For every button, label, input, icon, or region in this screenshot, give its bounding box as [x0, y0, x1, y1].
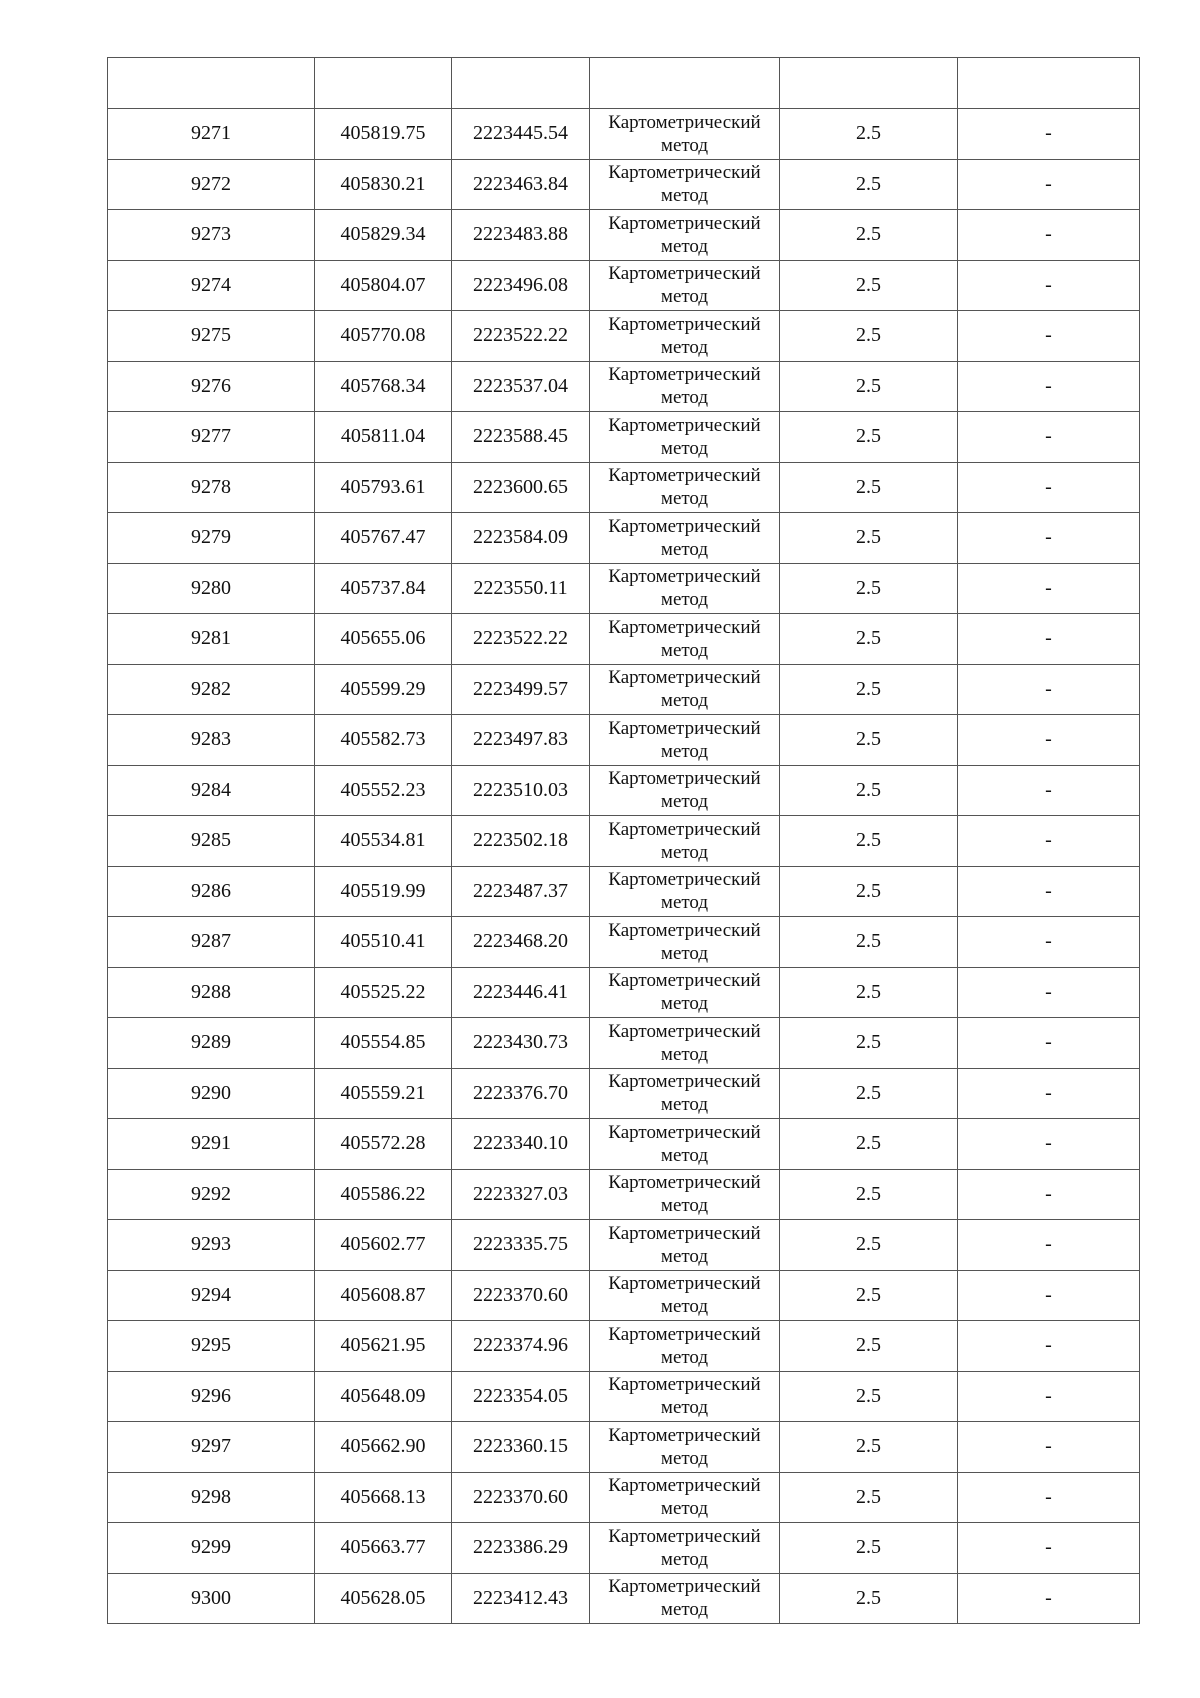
y-coordinate-cell: 2223510.03	[452, 765, 590, 816]
accuracy-cell: 2.5	[780, 1472, 958, 1523]
table-row	[108, 1371, 1140, 1422]
table-row	[108, 159, 1140, 210]
y-coordinate-cell: 2223376.70	[452, 1068, 590, 1119]
point-number-cell: 9277	[108, 412, 315, 463]
method-cell	[590, 1270, 780, 1321]
point-number-cell: 9278	[108, 462, 315, 513]
accuracy-cell: 2.5	[780, 614, 958, 665]
point-number-cell: 9288	[108, 967, 315, 1018]
accuracy-cell: 2.5	[780, 462, 958, 513]
description-cell: -	[958, 1068, 1140, 1119]
method-line-1: Картометрический	[608, 1222, 761, 1244]
method-line-2: метод	[660, 387, 709, 409]
method-cell	[590, 715, 780, 766]
x-coordinate-cell: 405804.07	[315, 260, 452, 311]
description-cell: -	[958, 210, 1140, 261]
point-number-cell: 9276	[108, 361, 315, 412]
accuracy-cell: 2.5	[780, 816, 958, 867]
table-row	[108, 1472, 1140, 1523]
method-cell	[590, 614, 780, 665]
accuracy-cell: 2.5	[780, 159, 958, 210]
method-cell	[590, 1220, 780, 1271]
table-row	[108, 109, 1140, 160]
x-coordinate-cell: 405663.77	[315, 1523, 452, 1574]
method-cell	[590, 1422, 780, 1473]
point-number-cell: 9300	[108, 1573, 315, 1624]
table-row	[108, 210, 1140, 261]
table-row	[108, 614, 1140, 665]
accuracy-cell: 2.5	[780, 866, 958, 917]
point-number-cell: 9274	[108, 260, 315, 311]
description-cell: -	[958, 159, 1140, 210]
table-row	[108, 412, 1140, 463]
description-cell: -	[958, 1422, 1140, 1473]
method-line-1: Картометрический	[608, 313, 761, 335]
table-row	[108, 1573, 1140, 1624]
description-cell: -	[958, 260, 1140, 311]
method-cell	[590, 1472, 780, 1523]
description-cell: -	[958, 412, 1140, 463]
description-cell: -	[958, 563, 1140, 614]
accuracy-cell: 2.5	[780, 210, 958, 261]
point-number-cell: 9284	[108, 765, 315, 816]
method-line-1: Картометрический	[608, 1424, 761, 1446]
table-row	[108, 917, 1140, 968]
point-number-cell: 9275	[108, 311, 315, 362]
method-cell	[590, 866, 780, 917]
method-line-2: метод	[660, 134, 709, 156]
method-line-2: метод	[660, 185, 709, 207]
x-coordinate-cell: 405668.13	[315, 1472, 452, 1523]
y-coordinate-cell: 2223370.60	[452, 1270, 590, 1321]
table-row	[108, 1119, 1140, 1170]
point-number-cell: 9290	[108, 1068, 315, 1119]
method-line-2: метод	[660, 1296, 709, 1318]
point-number-cell: 9291	[108, 1119, 315, 1170]
point-number-cell: 9292	[108, 1169, 315, 1220]
method-cell	[590, 412, 780, 463]
table-row	[108, 715, 1140, 766]
x-coordinate-cell: 405572.28	[315, 1119, 452, 1170]
method-line-2: метод	[660, 235, 709, 257]
y-coordinate-cell: 2223483.88	[452, 210, 590, 261]
description-cell: -	[958, 311, 1140, 362]
method-line-2: метод	[660, 286, 709, 308]
method-line-2: метод	[660, 1447, 709, 1469]
description-cell: -	[958, 361, 1140, 412]
accuracy-cell: 2.5	[780, 1068, 958, 1119]
method-line-2: метод	[660, 993, 709, 1015]
accuracy-cell: 2.5	[780, 664, 958, 715]
y-coordinate-cell: 2223430.73	[452, 1018, 590, 1069]
method-line-2: метод	[660, 841, 709, 863]
point-number-cell: 9281	[108, 614, 315, 665]
y-coordinate-cell: 2223468.20	[452, 917, 590, 968]
header-cell-description	[958, 58, 1140, 109]
table-row	[108, 311, 1140, 362]
x-coordinate-cell: 405525.22	[315, 967, 452, 1018]
x-coordinate-cell: 405608.87	[315, 1270, 452, 1321]
method-line-2: метод	[660, 690, 709, 712]
accuracy-cell: 2.5	[780, 1270, 958, 1321]
accuracy-cell: 2.5	[780, 917, 958, 968]
x-coordinate-cell: 405737.84	[315, 563, 452, 614]
method-line-2: метод	[660, 1043, 709, 1065]
method-line-1: Картометрический	[608, 1576, 761, 1598]
description-cell: -	[958, 967, 1140, 1018]
method-cell	[590, 1119, 780, 1170]
method-line-2: метод	[660, 1548, 709, 1570]
method-line-2: метод	[660, 1195, 709, 1217]
header-cell-point	[108, 58, 315, 109]
point-number-cell: 9287	[108, 917, 315, 968]
method-cell	[590, 1523, 780, 1574]
point-number-cell: 9271	[108, 109, 315, 160]
accuracy-cell: 2.5	[780, 1523, 958, 1574]
y-coordinate-cell: 2223335.75	[452, 1220, 590, 1271]
y-coordinate-cell: 2223522.22	[452, 311, 590, 362]
method-line-1: Картометрический	[608, 1475, 761, 1497]
method-cell	[590, 1321, 780, 1372]
method-cell	[590, 1371, 780, 1422]
y-coordinate-cell: 2223445.54	[452, 109, 590, 160]
x-coordinate-cell: 405621.95	[315, 1321, 452, 1372]
point-number-cell: 9293	[108, 1220, 315, 1271]
y-coordinate-cell: 2223584.09	[452, 513, 590, 564]
x-coordinate-cell: 405767.47	[315, 513, 452, 564]
method-line-2: метод	[660, 892, 709, 914]
table-row	[108, 1270, 1140, 1321]
header-cell-method	[590, 58, 780, 109]
x-coordinate-cell: 405552.23	[315, 765, 452, 816]
y-coordinate-cell: 2223497.83	[452, 715, 590, 766]
table-row	[108, 563, 1140, 614]
y-coordinate-cell: 2223537.04	[452, 361, 590, 412]
method-line-1: Картометрический	[608, 717, 761, 739]
table-body	[108, 58, 1140, 1624]
y-coordinate-cell: 2223463.84	[452, 159, 590, 210]
y-coordinate-cell: 2223502.18	[452, 816, 590, 867]
point-number-cell: 9282	[108, 664, 315, 715]
method-line-1: Картометрический	[608, 364, 761, 386]
accuracy-cell: 2.5	[780, 1119, 958, 1170]
point-number-cell: 9299	[108, 1523, 315, 1574]
accuracy-cell: 2.5	[780, 1169, 958, 1220]
accuracy-cell: 2.5	[780, 1321, 958, 1372]
method-line-1: Картометрический	[608, 1374, 761, 1396]
y-coordinate-cell: 2223522.22	[452, 614, 590, 665]
method-line-1: Картометрический	[608, 1121, 761, 1143]
x-coordinate-cell: 405768.34	[315, 361, 452, 412]
table-row	[108, 816, 1140, 867]
description-cell: -	[958, 917, 1140, 968]
method-line-2: метод	[660, 791, 709, 813]
method-cell	[590, 967, 780, 1018]
point-number-cell: 9286	[108, 866, 315, 917]
method-line-1: Картометрический	[608, 566, 761, 588]
method-line-2: метод	[660, 437, 709, 459]
method-line-1: Картометрический	[608, 818, 761, 840]
accuracy-cell: 2.5	[780, 311, 958, 362]
method-line-2: метод	[660, 488, 709, 510]
method-cell	[590, 664, 780, 715]
accuracy-cell: 2.5	[780, 1018, 958, 1069]
method-line-2: метод	[660, 1498, 709, 1520]
x-coordinate-cell: 405793.61	[315, 462, 452, 513]
method-line-1: Картометрический	[608, 869, 761, 891]
method-cell	[590, 210, 780, 261]
method-cell	[590, 513, 780, 564]
description-cell: -	[958, 614, 1140, 665]
method-cell	[590, 1169, 780, 1220]
description-cell: -	[958, 109, 1140, 160]
table-row	[108, 1068, 1140, 1119]
method-line-2: метод	[660, 1599, 709, 1621]
method-cell	[590, 361, 780, 412]
method-line-2: метод	[660, 1094, 709, 1116]
x-coordinate-cell: 405534.81	[315, 816, 452, 867]
description-cell: -	[958, 816, 1140, 867]
x-coordinate-cell: 405510.41	[315, 917, 452, 968]
point-number-cell: 9296	[108, 1371, 315, 1422]
description-cell: -	[958, 1371, 1140, 1422]
method-line-2: метод	[660, 639, 709, 661]
method-cell	[590, 917, 780, 968]
method-cell	[590, 765, 780, 816]
x-coordinate-cell: 405628.05	[315, 1573, 452, 1624]
method-line-2: метод	[660, 589, 709, 611]
method-line-2: метод	[660, 1245, 709, 1267]
accuracy-cell: 2.5	[780, 109, 958, 160]
y-coordinate-cell: 2223600.65	[452, 462, 590, 513]
accuracy-cell: 2.5	[780, 361, 958, 412]
method-line-1: Картометрический	[608, 1525, 761, 1547]
y-coordinate-cell: 2223370.60	[452, 1472, 590, 1523]
method-line-1: Картометрический	[608, 1020, 761, 1042]
x-coordinate-cell: 405829.34	[315, 210, 452, 261]
method-line-1: Картометрический	[608, 515, 761, 537]
x-coordinate-cell: 405811.04	[315, 412, 452, 463]
y-coordinate-cell: 2223327.03	[452, 1169, 590, 1220]
description-cell: -	[958, 1573, 1140, 1624]
accuracy-cell: 2.5	[780, 715, 958, 766]
method-line-2: метод	[660, 1346, 709, 1368]
method-line-2: метод	[660, 336, 709, 358]
y-coordinate-cell: 2223412.43	[452, 1573, 590, 1624]
point-number-cell: 9273	[108, 210, 315, 261]
method-cell	[590, 462, 780, 513]
point-number-cell: 9272	[108, 159, 315, 210]
description-cell: -	[958, 715, 1140, 766]
x-coordinate-cell: 405559.21	[315, 1068, 452, 1119]
x-coordinate-cell: 405586.22	[315, 1169, 452, 1220]
point-number-cell: 9285	[108, 816, 315, 867]
table-row	[108, 1523, 1140, 1574]
y-coordinate-cell: 2223496.08	[452, 260, 590, 311]
x-coordinate-cell: 405599.29	[315, 664, 452, 715]
x-coordinate-cell: 405602.77	[315, 1220, 452, 1271]
accuracy-cell: 2.5	[780, 765, 958, 816]
method-line-1: Картометрический	[608, 414, 761, 436]
method-cell	[590, 159, 780, 210]
method-line-2: метод	[660, 1144, 709, 1166]
method-cell	[590, 1068, 780, 1119]
description-cell: -	[958, 1321, 1140, 1372]
table-row	[108, 1018, 1140, 1069]
method-line-1: Картометрический	[608, 616, 761, 638]
description-cell: -	[958, 866, 1140, 917]
y-coordinate-cell: 2223588.45	[452, 412, 590, 463]
method-line-1: Картометрический	[608, 263, 761, 285]
x-coordinate-cell: 405519.99	[315, 866, 452, 917]
method-line-1: Картометрический	[608, 919, 761, 941]
table-row	[108, 1422, 1140, 1473]
accuracy-cell: 2.5	[780, 563, 958, 614]
y-coordinate-cell: 2223386.29	[452, 1523, 590, 1574]
method-cell	[590, 1018, 780, 1069]
method-cell	[590, 109, 780, 160]
accuracy-cell: 2.5	[780, 1422, 958, 1473]
accuracy-cell: 2.5	[780, 513, 958, 564]
accuracy-cell: 2.5	[780, 260, 958, 311]
table-row	[108, 1220, 1140, 1271]
y-coordinate-cell: 2223374.96	[452, 1321, 590, 1372]
description-cell: -	[958, 1472, 1140, 1523]
method-line-1: Картометрический	[608, 1273, 761, 1295]
point-number-cell: 9279	[108, 513, 315, 564]
method-line-1: Картометрический	[608, 768, 761, 790]
y-coordinate-cell: 2223360.15	[452, 1422, 590, 1473]
accuracy-cell: 2.5	[780, 1573, 958, 1624]
point-number-cell: 9295	[108, 1321, 315, 1372]
method-cell	[590, 311, 780, 362]
table-row	[108, 967, 1140, 1018]
method-line-2: метод	[660, 1397, 709, 1419]
x-coordinate-cell: 405662.90	[315, 1422, 452, 1473]
x-coordinate-cell: 405830.21	[315, 159, 452, 210]
table-row	[108, 866, 1140, 917]
accuracy-cell: 2.5	[780, 967, 958, 1018]
method-line-2: метод	[660, 942, 709, 964]
method-cell	[590, 816, 780, 867]
description-cell: -	[958, 1119, 1140, 1170]
header-cell-x	[315, 58, 452, 109]
description-cell: -	[958, 664, 1140, 715]
table-row	[108, 462, 1140, 513]
y-coordinate-cell: 2223487.37	[452, 866, 590, 917]
point-number-cell: 9297	[108, 1422, 315, 1473]
x-coordinate-cell: 405582.73	[315, 715, 452, 766]
method-cell	[590, 563, 780, 614]
description-cell: -	[958, 462, 1140, 513]
method-line-1: Картометрический	[608, 970, 761, 992]
point-number-cell: 9294	[108, 1270, 315, 1321]
x-coordinate-cell: 405554.85	[315, 1018, 452, 1069]
x-coordinate-cell: 405770.08	[315, 311, 452, 362]
description-cell: -	[958, 1220, 1140, 1271]
description-cell: -	[958, 1018, 1140, 1069]
method-line-1: Картометрический	[608, 1071, 761, 1093]
method-line-1: Картометрический	[608, 1323, 761, 1345]
description-cell: -	[958, 1270, 1140, 1321]
table-row	[108, 1321, 1140, 1372]
method-line-1: Картометрический	[608, 162, 761, 184]
x-coordinate-cell: 405655.06	[315, 614, 452, 665]
accuracy-cell: 2.5	[780, 412, 958, 463]
table-row	[108, 361, 1140, 412]
table-row	[108, 513, 1140, 564]
header-row	[108, 58, 1140, 109]
accuracy-cell: 2.5	[780, 1371, 958, 1422]
table-row	[108, 1169, 1140, 1220]
table-row	[108, 260, 1140, 311]
method-line-1: Картометрический	[608, 1172, 761, 1194]
point-number-cell: 9289	[108, 1018, 315, 1069]
point-number-cell: 9298	[108, 1472, 315, 1523]
method-line-2: метод	[660, 538, 709, 560]
method-line-1: Картометрический	[608, 111, 761, 133]
method-line-1: Картометрический	[608, 212, 761, 234]
point-number-cell: 9280	[108, 563, 315, 614]
header-cell-y	[452, 58, 590, 109]
method-cell	[590, 260, 780, 311]
y-coordinate-cell: 2223550.11	[452, 563, 590, 614]
y-coordinate-cell: 2223340.10	[452, 1119, 590, 1170]
header-cell-accuracy	[780, 58, 958, 109]
accuracy-cell: 2.5	[780, 1220, 958, 1271]
description-cell: -	[958, 1523, 1140, 1574]
method-cell	[590, 1573, 780, 1624]
method-line-1: Картометрический	[608, 667, 761, 689]
method-line-2: метод	[660, 740, 709, 762]
table-row	[108, 765, 1140, 816]
description-cell: -	[958, 1169, 1140, 1220]
point-number-cell: 9283	[108, 715, 315, 766]
y-coordinate-cell: 2223499.57	[452, 664, 590, 715]
table-row	[108, 664, 1140, 715]
y-coordinate-cell: 2223354.05	[452, 1371, 590, 1422]
x-coordinate-cell: 405819.75	[315, 109, 452, 160]
description-cell: -	[958, 513, 1140, 564]
y-coordinate-cell: 2223446.41	[452, 967, 590, 1018]
method-line-1: Картометрический	[608, 465, 761, 487]
x-coordinate-cell: 405648.09	[315, 1371, 452, 1422]
description-cell: -	[958, 765, 1140, 816]
coordinates-table	[107, 57, 1140, 1624]
